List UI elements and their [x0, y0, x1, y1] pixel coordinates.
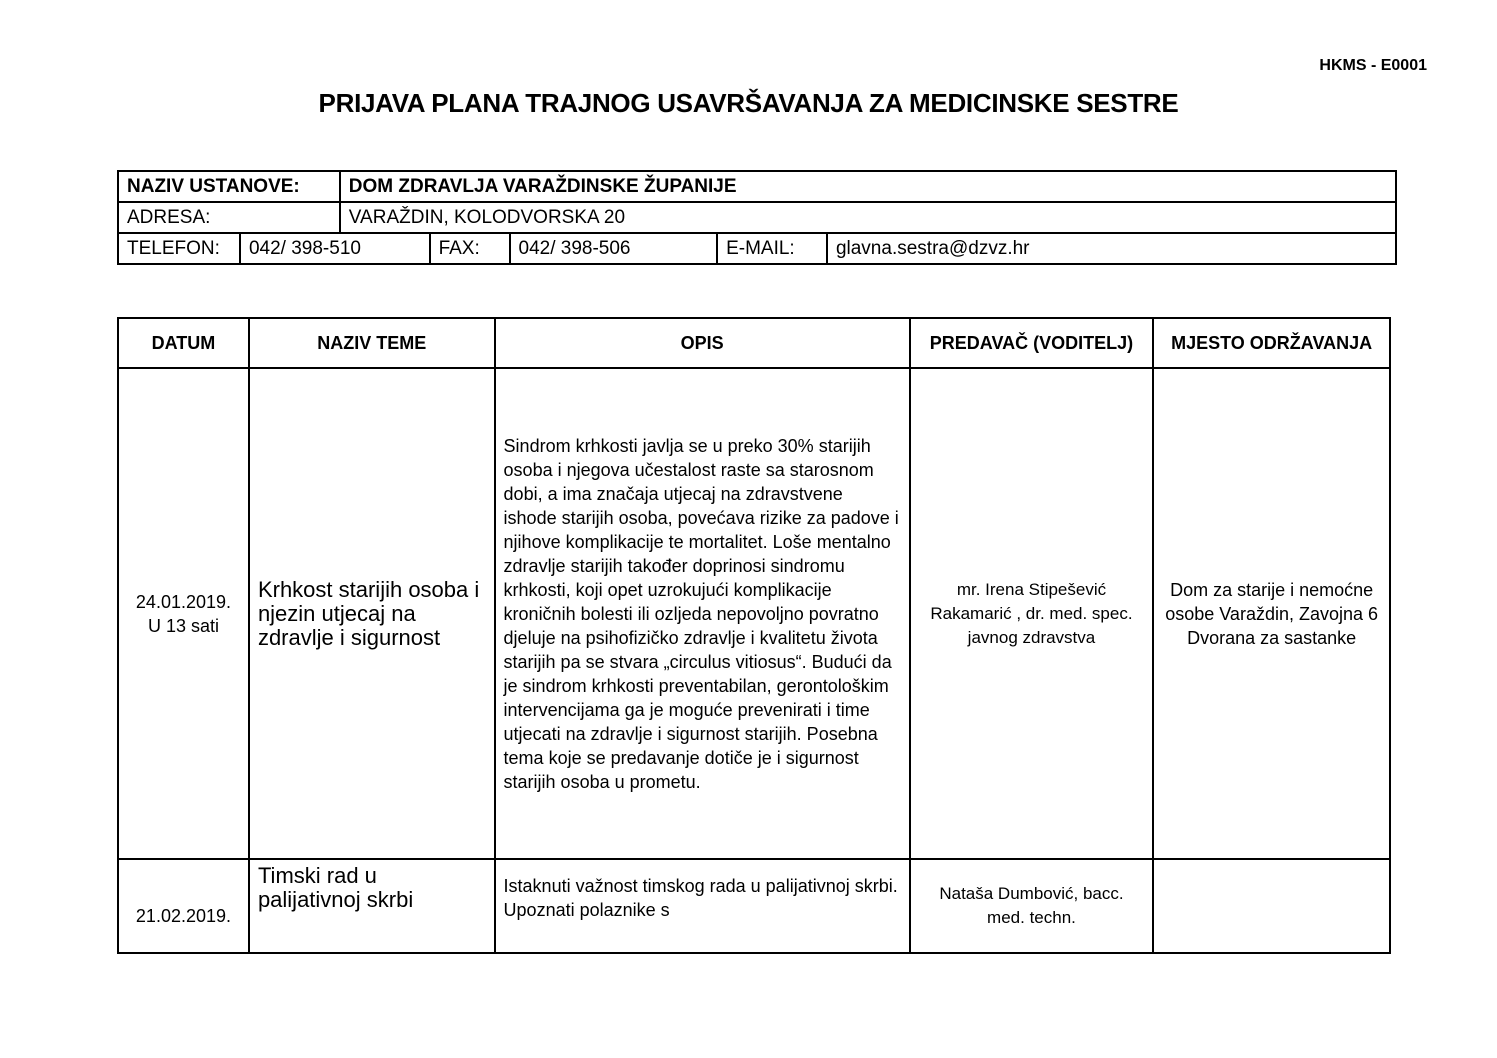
column-header-description: OPIS	[495, 318, 910, 368]
row-place: Dom za starije i nemoćne osobe Varaždin, Zavojna 6 Dvorana za sastanke	[1153, 368, 1390, 859]
institution-name-value: DOM ZDRAVLJA VARAŽDINSKE ŽUPANIJE	[340, 171, 1396, 202]
fax-label: FAX:	[430, 233, 510, 264]
column-header-place: MJESTO ODRŽAVANJA	[1153, 318, 1390, 368]
table-row	[118, 368, 1390, 859]
row-date: 24.01.2019. U 13 sati	[118, 368, 249, 859]
row-description: Istaknuti važnost timskog rada u palijativnoj skrbi. Upoznati polaznike s	[495, 859, 910, 953]
institution-name-row	[118, 171, 1396, 202]
column-header-theme: NAZIV TEME	[249, 318, 495, 368]
address-row	[118, 202, 1396, 233]
institution-table	[117, 170, 1397, 265]
address-value: VARAŽDIN, KOLODVORSKA 20	[340, 202, 1396, 233]
email-value: glavna.sestra@dzvz.hr	[827, 233, 1396, 264]
row-lecturer: Nataša Dumbović, bacc. med. techn.	[910, 859, 1154, 953]
training-plan-table	[117, 317, 1391, 954]
row-date: 21.02.2019.	[118, 859, 249, 953]
row-description: Sindrom krhkosti javlja se u preko 30% starijih osoba i njegova učestalost raste sa starosnom dobi, a ima značaja utjecaj na zdravstvene ishode starijih osoba, povećava rizike za padove i njihove komplikacije te mortalitet. Loše mentalno zdravlje starijih također doprinosi sindromu krhkosti, koji opet uzrokujući komplikacije kroničnih bolesti ili ozljeda nepovoljno povratno djeluje na psihofizičko zdravlje i kvalitetu života starijih pa se stvara „circulus vitiosus“. Budući da je sindrom krhkosti preventabilan, gerontološkim intervencijama ga je moguće prevenirati i time utjecati na zdravlje i sigurnost starijih. Posebna tema koje se predavanje dotiče je i sigurnost starijih osoba u prometu.	[495, 368, 910, 859]
row-theme: Krhkost starijih osoba i njezin utjecaj na zdravlje i sigurnost	[249, 368, 495, 859]
row-lecturer: mr. Irena Stipešević Rakamarić , dr. med. spec. javnog zdravstva	[910, 368, 1154, 859]
page-title: PRIJAVA PLANA TRAJNOG USAVRŠAVANJA ZA MEDICINSKE SESTRE	[318, 88, 1179, 118]
contact-row	[118, 233, 1396, 264]
column-header-date: DATUM	[118, 318, 249, 368]
row-place	[1153, 859, 1390, 953]
institution-name-label: NAZIV USTANOVE:	[118, 171, 340, 202]
email-label: E-MAIL:	[717, 233, 827, 264]
table-row	[118, 859, 1390, 953]
plan-header-row	[118, 318, 1390, 368]
form-code: HKMS - E0001	[1319, 57, 1427, 74]
fax-value: 042/ 398-506	[510, 233, 718, 264]
address-label: ADRESA:	[118, 202, 340, 233]
column-header-lecturer: PREDAVAČ (VODITELJ)	[910, 318, 1154, 368]
phone-value: 042/ 398-510	[240, 233, 430, 264]
row-theme: Timski rad u palijativnoj skrbi	[249, 859, 495, 953]
phone-label: TELEFON:	[118, 233, 240, 264]
